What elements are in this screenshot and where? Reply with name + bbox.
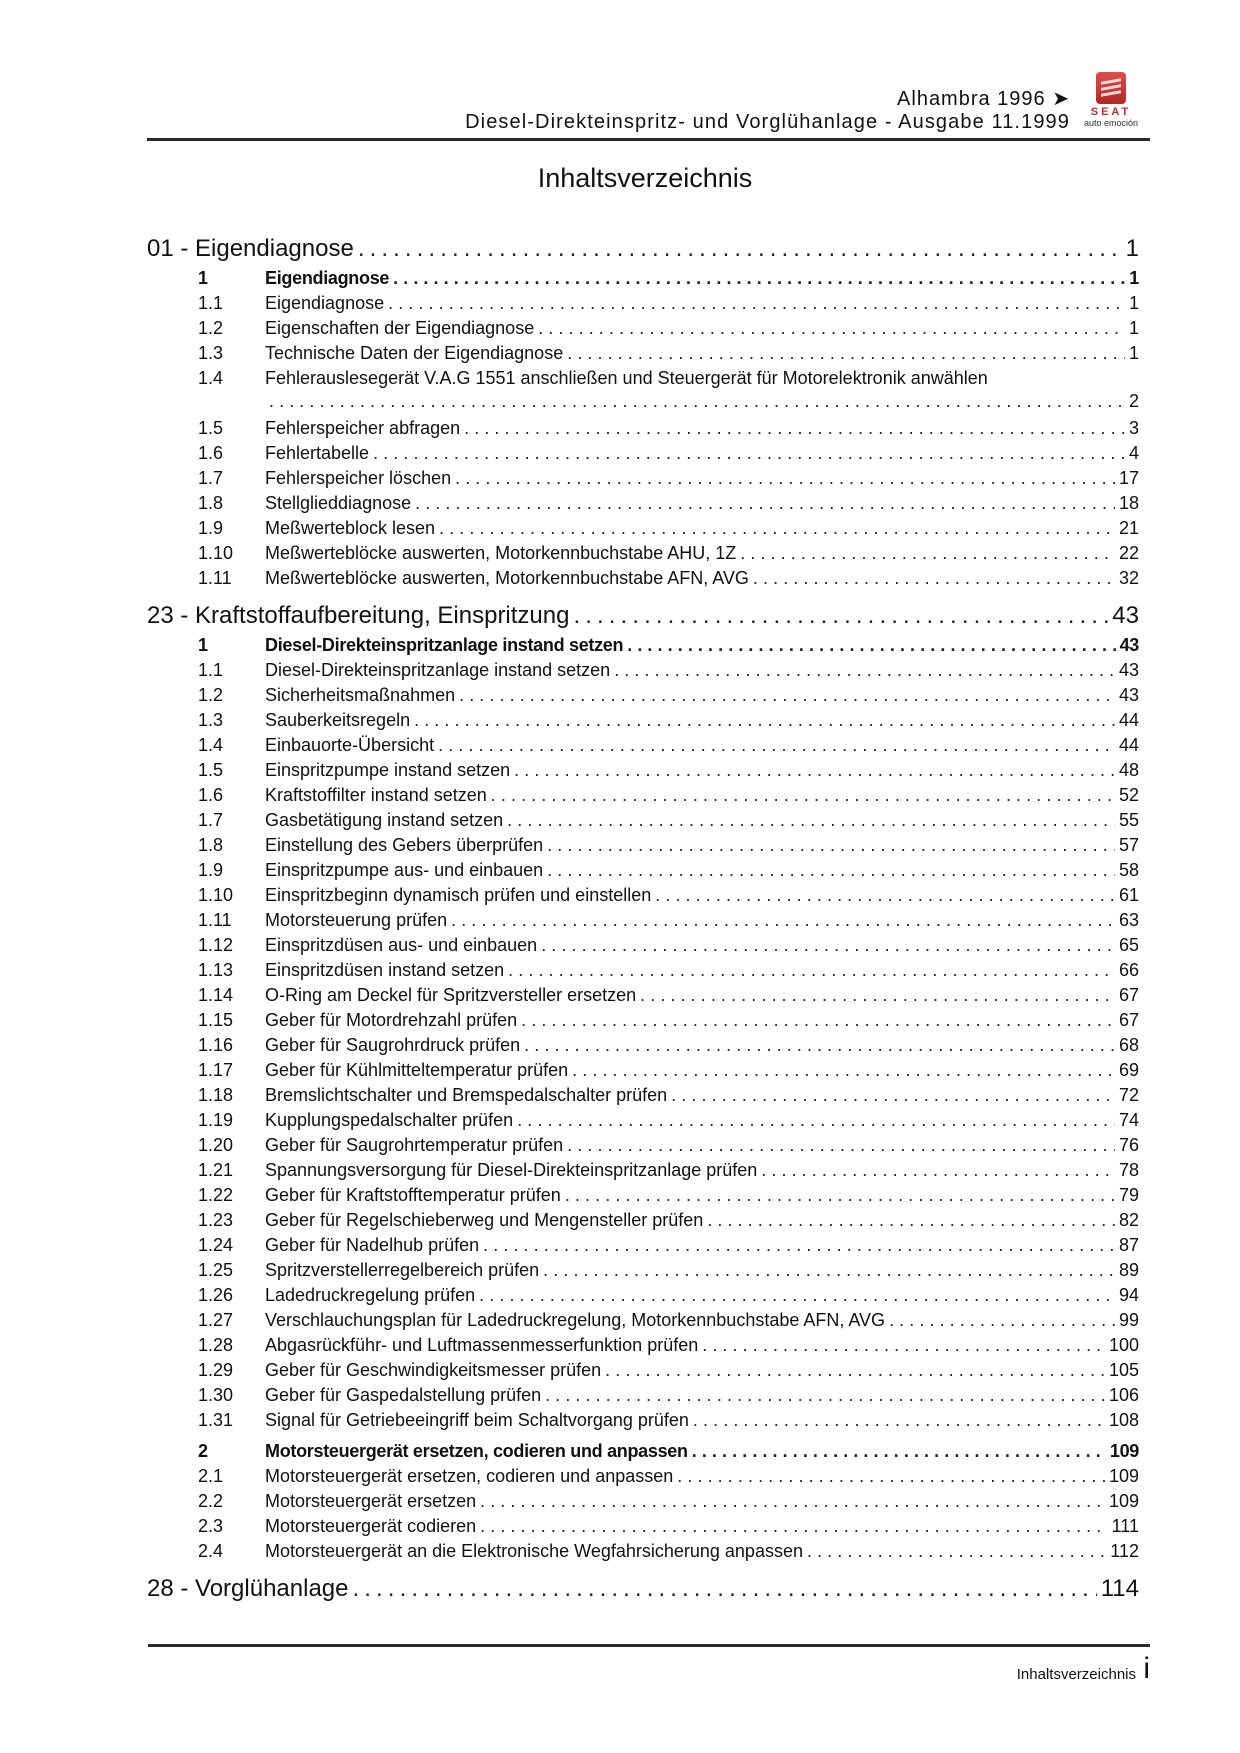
entry-number: 1.12 [198, 935, 234, 955]
dot-leader [640, 983, 1115, 1008]
entry-number: 1.2 [198, 318, 224, 338]
dot-leader [547, 833, 1115, 858]
header-rule [147, 138, 1150, 141]
section-page-number: 1 [1129, 268, 1139, 288]
entry-title: Fehlerspeicher abfragen [265, 418, 461, 438]
dot-leader [415, 491, 1115, 516]
dot-leader [761, 1158, 1115, 1183]
entry-title: Motorsteuerung prüfen [265, 910, 448, 930]
logo-brand: SEAT [1090, 106, 1132, 118]
dot-leader [573, 599, 1108, 633]
entry-title: Geber für Saugrohrtemperatur prüfen [265, 1135, 564, 1155]
entry-number: 1.25 [198, 1260, 234, 1280]
seat-logo [1073, 72, 1149, 128]
entry-page-number: 68 [1118, 1035, 1139, 1055]
entry-title: Sauberkeitsregeln [265, 710, 411, 730]
entry-number: 1.21 [198, 1160, 234, 1180]
entry-number: 2.3 [198, 1516, 224, 1536]
seat-logo-icon [1096, 72, 1126, 104]
dot-leader [807, 1539, 1106, 1564]
toc-entry-link[interactable] [147, 908, 1139, 933]
dot-leader [521, 1008, 1115, 1033]
entry-number: 1.14 [198, 985, 234, 1005]
dot-leader [483, 1233, 1115, 1258]
entry-title: Spritzverstellerregelbereich prüfen [265, 1260, 540, 1280]
entry-page-number: 74 [1118, 1110, 1139, 1130]
entry-number: 1.6 [198, 443, 224, 463]
entry-title: Einspritzdüsen aus- und einbauen [265, 935, 538, 955]
dot-leader [692, 1439, 1106, 1464]
entry-title: O-Ring am Deckel für Spritzversteller ersetzen [265, 985, 637, 1005]
toc-entry-link[interactable] [147, 1008, 1139, 1033]
toc-entry-link[interactable] [147, 833, 1139, 858]
toc-entry-link[interactable] [147, 1333, 1139, 1358]
dot-leader [693, 1408, 1105, 1433]
entry-title: Einbauorte-Übersicht [265, 735, 435, 755]
entry-page-number: 72 [1118, 1085, 1139, 1105]
entry-title: Geber für Regelschieberweg und Mengensteller prüfen [265, 1210, 704, 1230]
dot-leader [388, 291, 1125, 316]
dot-leader [671, 1083, 1115, 1108]
entry-number: 1.30 [198, 1385, 234, 1405]
chapter-page-number: 1 [1125, 235, 1139, 262]
entry-page-number: 76 [1118, 1135, 1139, 1155]
toc-entry-link[interactable] [147, 1283, 1139, 1308]
entry-page-number: 22 [1118, 543, 1139, 563]
entry-number: 1.8 [198, 835, 224, 855]
toc-entry-link[interactable] [147, 316, 1139, 341]
dot-leader [393, 266, 1125, 291]
toc-entry-link[interactable] [147, 883, 1139, 908]
dot-leader [541, 933, 1115, 958]
entry-title: Geber für Geschwindigkeitsmesser prüfen [265, 1360, 602, 1380]
entry-page-number: 79 [1118, 1185, 1139, 1205]
entry-title: Bremslichtschalter und Bremspedalschalter prüfen [265, 1085, 668, 1105]
dot-leader [702, 1333, 1105, 1358]
section-page-number: 109 [1109, 1441, 1139, 1461]
section-page-number: 43 [1119, 635, 1139, 655]
toc-entry-link[interactable] [147, 1464, 1139, 1489]
toc-entry-link[interactable] [147, 466, 1139, 491]
dot-leader [480, 1514, 1108, 1539]
toc-chapter-link[interactable] [147, 599, 1139, 633]
entry-page-number: 99 [1118, 1310, 1139, 1330]
entry-title: Fehlerspeicher löschen [265, 468, 452, 488]
entry-title: Geber für Kühlmitteltemperatur prüfen [265, 1060, 569, 1080]
entry-title: Diesel-Direkteinspritzanlage instand setzen [265, 660, 611, 680]
toc-entry-link[interactable] [147, 783, 1139, 808]
entry-page-number: 67 [1118, 1010, 1139, 1030]
dot-leader [491, 783, 1115, 808]
entry-title: Geber für Kraftstofftemperatur prüfen [265, 1185, 561, 1205]
dot-leader [567, 341, 1125, 366]
table-of-contents [147, 232, 1139, 1606]
entry-number: 1.8 [198, 493, 224, 513]
toc-section-link[interactable] [147, 1439, 1139, 1464]
entry-page-number: 87 [1118, 1235, 1139, 1255]
section-title: Diesel-Direkteinspritzanlage instand setzen [265, 635, 624, 655]
header-subtitle: Diesel-Direkteinspritz- und Vorglühanlage - Ausgabe 11.1999 [465, 111, 1070, 133]
toc-entry-link[interactable] [147, 708, 1139, 733]
entry-page-number: 100 [1108, 1335, 1139, 1355]
chapter-title: 01 - Eigendiagnose [147, 235, 354, 262]
dot-leader [438, 733, 1115, 758]
entry-page-number: 17 [1118, 468, 1139, 488]
entry-page-number: 69 [1118, 1060, 1139, 1080]
entry-number: 1.24 [198, 1235, 234, 1255]
entry-title: Einstellung des Gebers überprüfen [265, 835, 544, 855]
entry-title: Motorsteuergerät ersetzen [265, 1491, 477, 1511]
dot-leader [753, 566, 1115, 591]
entry-page-number: 44 [1118, 735, 1139, 755]
toc-entry-link[interactable] [147, 658, 1139, 683]
entry-page-number: 105 [1108, 1360, 1139, 1380]
entry-number: 1.29 [198, 1360, 234, 1380]
entry-page-number: 32 [1118, 568, 1139, 588]
toc-entry-link[interactable] [147, 1058, 1139, 1083]
toc-entry-link[interactable] [147, 366, 1139, 391]
toc-entry-link[interactable] [147, 1408, 1139, 1433]
dot-leader [740, 541, 1115, 566]
entry-number: 1.10 [198, 543, 234, 563]
entry-page-number: 44 [1118, 710, 1139, 730]
entry-number: 1.1 [198, 660, 224, 680]
dot-leader [545, 1383, 1105, 1408]
entry-page-number: 18 [1118, 493, 1139, 513]
entry-title: Eigendiagnose [265, 293, 385, 313]
logo-tagline: auto emoción [1083, 118, 1139, 128]
toc-entry-link[interactable] [147, 1308, 1139, 1333]
dot-leader [565, 1183, 1115, 1208]
entry-title: Meßwerteblöcke auswerten, Motorkennbuchstabe AFN, AVG [265, 568, 749, 588]
entry-title: Sicherheitsmaßnahmen [265, 685, 456, 705]
entry-number: 1.28 [198, 1335, 234, 1355]
toc-entry-link[interactable] [147, 683, 1139, 708]
entry-page-number: 66 [1118, 960, 1139, 980]
dot-leader [269, 391, 1125, 411]
chapter-page-number: 43 [1112, 602, 1139, 629]
entry-page-number: 108 [1108, 1410, 1139, 1430]
dot-leader [547, 858, 1115, 883]
entry-number: 1.11 [198, 568, 232, 588]
entry-title: Kupplungspedalschalter prüfen [265, 1110, 514, 1130]
toc-entry-link[interactable] [147, 983, 1139, 1008]
entry-number: 1.18 [198, 1085, 234, 1105]
dot-leader [480, 1489, 1105, 1514]
toc-entry-link[interactable] [147, 491, 1139, 516]
page-number: i [1143, 1652, 1150, 1685]
entry-number: 1.15 [198, 1010, 234, 1030]
entry-number: 1.13 [198, 960, 234, 980]
toc-entry-link[interactable] [147, 1258, 1139, 1283]
toc-section-link[interactable] [147, 266, 1139, 291]
dot-leader [455, 466, 1115, 491]
dot-leader [524, 1033, 1115, 1058]
toc-entry-link[interactable] [147, 1383, 1139, 1408]
entry-number: 1.4 [198, 735, 224, 755]
dot-leader [479, 1283, 1115, 1308]
entry-title: Geber für Motordrehzahl prüfen [265, 1010, 518, 1030]
entry-page-number: 3 [1128, 418, 1139, 438]
entry-page-number: 48 [1118, 760, 1139, 780]
dot-leader [459, 683, 1115, 708]
entry-page-number: 43 [1118, 660, 1139, 680]
entry-number: 1.7 [198, 810, 224, 830]
entry-page-number: 67 [1118, 985, 1139, 1005]
entry-title: Geber für Saugrohrdruck prüfen [265, 1035, 521, 1055]
dot-leader [514, 758, 1115, 783]
toc-entry-link[interactable] [147, 1083, 1139, 1108]
entry-number: 1.2 [198, 685, 224, 705]
toc-entry-link[interactable] [147, 1033, 1139, 1058]
dot-leader [464, 416, 1125, 441]
dot-leader [605, 1358, 1105, 1383]
toc-entry-link[interactable] [147, 1208, 1139, 1233]
entry-title: Kraftstoffilter instand setzen [265, 785, 487, 805]
toc-entry-link[interactable] [147, 1158, 1139, 1183]
entry-number: 1.9 [198, 518, 224, 538]
dot-leader [414, 708, 1115, 733]
footer-label: Inhaltsverzeichnis [1016, 1666, 1136, 1683]
entry-page-number: 63 [1118, 910, 1139, 930]
entry-page-number: 65 [1118, 935, 1139, 955]
toc-entry-link[interactable] [147, 1489, 1139, 1514]
entry-page-number: 2 [1128, 391, 1139, 411]
entry-page-number: 57 [1118, 835, 1139, 855]
toc-entry-link[interactable] [147, 758, 1139, 783]
entry-page-number: 4 [1128, 443, 1139, 463]
entry-title: Meßwerteblöcke auswerten, Motorkennbuchstabe AHU, 1Z [265, 543, 737, 563]
toc-entry-link[interactable] [147, 1514, 1139, 1539]
dot-leader [567, 1133, 1115, 1158]
toc-entry-link[interactable] [147, 733, 1139, 758]
entry-title: Fehlerauslesegerät V.A.G 1551 anschließen und Steuergerät für Motorelektronik anwählen [265, 368, 988, 388]
chapter-title: 23 - Kraftstoffaufbereitung, Einspritzung [147, 602, 570, 629]
entry-number: 1.11 [198, 910, 232, 930]
toc-entry-link[interactable] [147, 933, 1139, 958]
entry-title: Einspritzpumpe aus- und einbauen [265, 860, 544, 880]
entry-number: 1.3 [198, 710, 224, 730]
entry-page-number: 109 [1108, 1491, 1139, 1511]
entry-page-number: 112 [1110, 1541, 1139, 1561]
toc-entry-link[interactable] [147, 341, 1139, 366]
entry-page-number: 106 [1108, 1385, 1139, 1405]
dot-leader [627, 633, 1115, 658]
toc-entry-link[interactable] [147, 1108, 1139, 1133]
entry-title: Technische Daten der Eigendiagnose [265, 343, 564, 363]
entry-page-number: 89 [1118, 1260, 1139, 1280]
toc-entry-continuation[interactable] [147, 391, 1139, 416]
entry-number: 1.22 [198, 1185, 234, 1205]
entry-title: Stellglieddiagnose [265, 493, 412, 513]
page-footer [148, 1644, 1150, 1685]
entry-number: 1.20 [198, 1135, 234, 1155]
toc-entry-link[interactable] [147, 858, 1139, 883]
chapter-title: 28 - Vorglühanlage [147, 1575, 349, 1602]
entry-page-number: 52 [1118, 785, 1139, 805]
dot-leader [655, 883, 1115, 908]
dot-leader [572, 1058, 1115, 1083]
dot-leader [358, 232, 1122, 266]
entry-title: Motorsteuergerät codieren [265, 1516, 477, 1536]
entry-number: 1.16 [198, 1035, 234, 1055]
entry-number: 1.5 [198, 760, 224, 780]
entry-number: 1.27 [198, 1310, 234, 1330]
entry-number: 1.17 [198, 1060, 234, 1080]
toc-entry-link[interactable] [147, 441, 1139, 466]
entry-title: Gasbetätigung instand setzen [265, 810, 504, 830]
entry-title: Fehlertabelle [265, 443, 370, 463]
section-number: 1 [198, 635, 208, 655]
entry-title: Abgasrückführ- und Luftmassenmesserfunktion prüfen [265, 1335, 699, 1355]
toc-entry-link[interactable] [147, 416, 1139, 441]
dot-leader [373, 441, 1125, 466]
entry-page-number: 111 [1111, 1516, 1139, 1536]
dot-leader [889, 1308, 1115, 1333]
footer-rule [148, 1644, 1150, 1647]
dot-leader [538, 316, 1125, 341]
entry-title: Motorsteuergerät ersetzen, codieren und anpassen [265, 1466, 674, 1486]
entry-title: Einspritzbeginn dynamisch prüfen und einstellen [265, 885, 652, 905]
page-title: Inhaltsverzeichnis [537, 163, 753, 193]
entry-title: Verschlauchungsplan für Ladedruckregelung, Motorkennbuchstabe AFN, AVG [265, 1310, 886, 1330]
toc-entry-link[interactable] [147, 1183, 1139, 1208]
section-number: 1 [198, 268, 208, 288]
toc-entry-link[interactable] [147, 808, 1139, 833]
chapter-page-number: 114 [1100, 1575, 1139, 1602]
entry-title: Geber für Gaspedalstellung prüfen [265, 1385, 542, 1405]
dot-leader [677, 1464, 1105, 1489]
entry-number: 1.4 [198, 368, 224, 388]
section-title: Motorsteuergerät ersetzen, codieren und anpassen [265, 1441, 688, 1461]
entry-page-number: 1 [1128, 343, 1139, 363]
entry-page-number: 1 [1128, 293, 1139, 313]
entry-page-number: 61 [1118, 885, 1139, 905]
dot-leader [451, 908, 1115, 933]
dot-leader [439, 516, 1115, 541]
toc-entry-link[interactable] [147, 1133, 1139, 1158]
entry-page-number: 55 [1118, 810, 1139, 830]
toc-entry-link[interactable] [147, 516, 1139, 541]
entry-title: Eigenschaften der Eigendiagnose [265, 318, 535, 338]
entry-title: Spannungsversorgung für Diesel-Direkteinspritzanlage prüfen [265, 1160, 758, 1180]
entry-number: 1.31 [198, 1410, 234, 1430]
section-number: 2 [198, 1441, 208, 1461]
header-model: Alhambra 1996 ➤ [897, 88, 1070, 110]
entry-number: 1.19 [198, 1110, 234, 1130]
toc-chapter-link[interactable] [147, 1572, 1139, 1606]
dot-leader [707, 1208, 1115, 1233]
dot-leader [507, 808, 1115, 833]
entry-title: Ladedruckregelung prüfen [265, 1285, 476, 1305]
dot-leader [353, 1572, 1097, 1606]
entry-title: Motorsteuergerät an die Elektronische Wegfahrsicherung anpassen [265, 1541, 803, 1561]
entry-page-number: 94 [1118, 1285, 1139, 1305]
entry-number: 2.1 [198, 1466, 224, 1486]
entry-title: Signal für Getriebeeingriff beim Schaltvorgang prüfen [265, 1410, 689, 1430]
toc-chapter-link[interactable] [147, 232, 1139, 266]
entry-page-number: 43 [1118, 685, 1139, 705]
entry-number: 2.2 [198, 1491, 224, 1511]
entry-page-number: 1 [1128, 318, 1139, 338]
entry-title: Einspritzdüsen instand setzen [265, 960, 505, 980]
toc-entry-link[interactable] [147, 1539, 1139, 1564]
toc-entry-link[interactable] [147, 1358, 1139, 1383]
entry-number: 2.4 [198, 1541, 224, 1561]
entry-title: Geber für Nadelhub prüfen [265, 1235, 480, 1255]
entry-page-number: 78 [1118, 1160, 1139, 1180]
dot-leader [614, 658, 1115, 683]
entry-number: 1.9 [198, 860, 224, 880]
toc-entry-link[interactable] [147, 291, 1139, 316]
entry-number: 1.6 [198, 785, 224, 805]
toc-entry-link[interactable] [147, 1233, 1139, 1258]
entry-page-number: 21 [1118, 518, 1139, 538]
entry-page-number: 109 [1108, 1466, 1139, 1486]
entry-number: 1.1 [198, 293, 224, 313]
toc-entry-link[interactable] [147, 541, 1139, 566]
entry-number: 1.10 [198, 885, 234, 905]
toc-entry-link[interactable] [147, 566, 1139, 591]
entry-title: Meßwerteblock lesen [265, 518, 436, 538]
entry-page-number: 82 [1118, 1210, 1139, 1230]
toc-section-link[interactable] [147, 633, 1139, 658]
entry-number: 1.7 [198, 468, 224, 488]
entry-title: Einspritzpumpe instand setzen [265, 760, 511, 780]
section-title: Eigendiagnose [265, 268, 390, 288]
dot-leader [508, 958, 1115, 983]
entry-page-number: 58 [1118, 860, 1139, 880]
entry-number: 1.23 [198, 1210, 234, 1230]
entry-number: 1.3 [198, 343, 224, 363]
dot-leader [517, 1108, 1115, 1133]
entry-number: 1.5 [198, 418, 224, 438]
toc-entry-link[interactable] [147, 958, 1139, 983]
dot-leader [543, 1258, 1115, 1283]
entry-number: 1.26 [198, 1285, 234, 1305]
